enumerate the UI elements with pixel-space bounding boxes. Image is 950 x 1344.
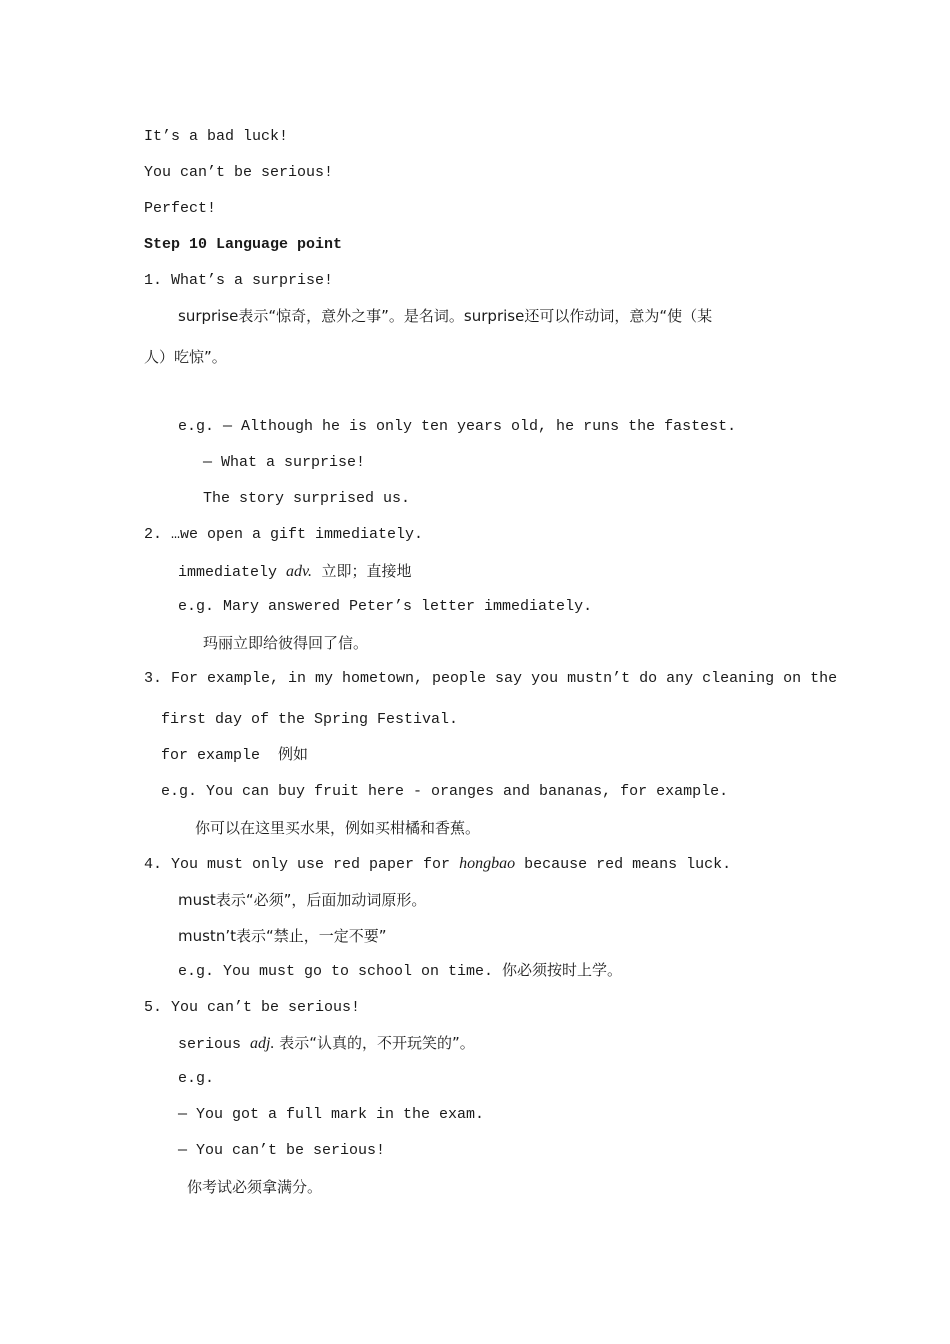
point-1-example-3: The story surprised us. (203, 490, 411, 507)
point-2-definition (178, 561, 412, 583)
point-5-definition (178, 1033, 475, 1055)
intro-line-3: Perfect! (144, 200, 217, 217)
point-1-example-1: e.g. — Although he is only ten years old, he runs the fastest. (178, 418, 737, 435)
point-5-example-label: e.g. (178, 1070, 215, 1087)
point-5-dialog-1: — You got a full mark in the exam. (178, 1106, 485, 1123)
point-3-example: e.g. You can buy fruit here - oranges and bananas, for example. (161, 783, 729, 800)
point-2-translation: 玛丽立即给彼得回了信。 (203, 634, 369, 652)
point-1-explanation-line-2: 人）吃惊”。 (144, 348, 227, 366)
point-4-heading (144, 854, 731, 875)
point-4-example: e.g. You must go to school on time. 你必须按时上学。 (178, 963, 623, 980)
point-1-explanation-line-1: surprise表示“惊奇，意外之事”。是名词。surprise还可以作动词，意为“使（某 (178, 307, 713, 325)
point-5-translation: 你考试必须拿满分。 (187, 1178, 323, 1196)
intro-line-1: It’s a bad luck! (144, 128, 289, 145)
point-4-heading-pre: 4. You must only use red paper for (144, 856, 460, 873)
point-3-heading-line-2: first day of the Spring Festival. (161, 711, 459, 728)
point-5-meaning: 表示“认真的，不开玩笑的”。 (274, 1034, 475, 1052)
point-3-heading-line-1: 3. For example, in my hometown, people say you mustn’t do any cleaning on the (144, 670, 838, 687)
point-5-dialog-2: — You can’t be serious! (178, 1142, 386, 1159)
point-3-translation: 你可以在这里买水果，例如买柑橘和香蕉。 (195, 819, 481, 837)
point-4-must-note: must表示“必须”，后面加动词原形。 (178, 891, 427, 909)
point-5-heading: 5. You can’t be serious! (144, 999, 361, 1016)
point-1-heading: 1. What’s a surprise! (144, 272, 334, 289)
point-4-heading-post: because red means luck. (515, 856, 732, 873)
point-2-word: immediately (178, 564, 287, 581)
point-4-heading-italic: hongbao (459, 855, 516, 872)
point-2-meaning: 立即；直接地 (311, 562, 412, 580)
intro-line-2: You can’t be serious! (144, 164, 334, 181)
point-2-example: e.g. Mary answered Peter’s letter immediately. (178, 598, 593, 615)
point-2-heading: 2. …we open a gift immediately. (144, 526, 424, 543)
point-3-phrase: for example 例如 (161, 747, 309, 764)
point-4-mustnt-note: mustn’t表示“禁止，一定不要” (178, 927, 387, 945)
point-5-word: serious (178, 1036, 251, 1053)
point-2-pos: adv. (286, 563, 312, 580)
step-heading: Step 10 Language point (144, 236, 343, 253)
point-1-example-2: — What a surprise! (203, 454, 366, 471)
point-5-pos: adj. (250, 1035, 275, 1052)
